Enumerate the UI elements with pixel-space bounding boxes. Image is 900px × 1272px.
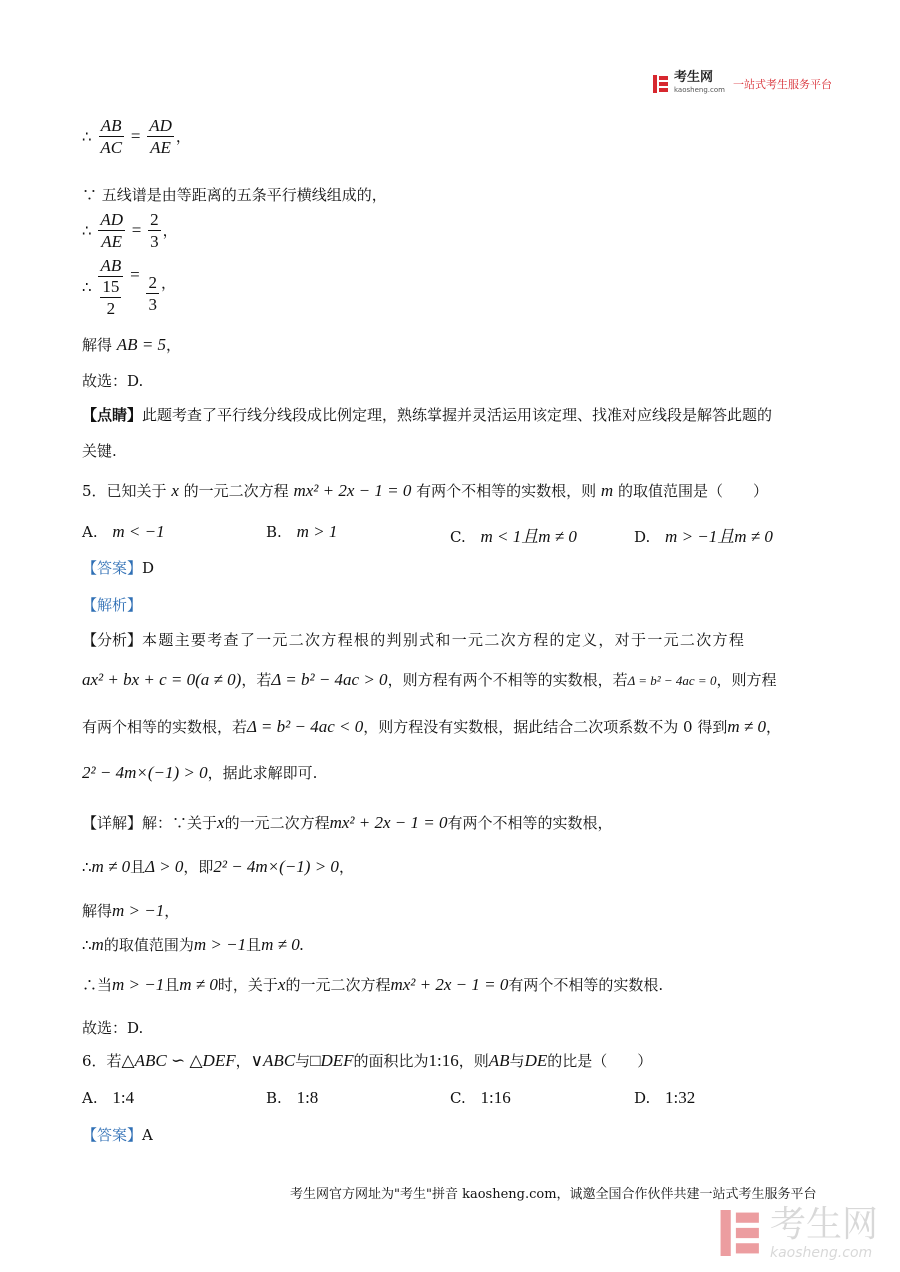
- q5-fenxi-line1: [82, 629, 745, 650]
- q5-fenxi-line4: [82, 762, 317, 783]
- q6-stem: [82, 1050, 652, 1071]
- answer-value: D: [142, 559, 155, 577]
- option-text: 1:16: [480, 1088, 511, 1107]
- equation: mx² + 2x − 1 = 0: [329, 813, 448, 832]
- text: 6．若: [82, 1052, 122, 1070]
- option-label: B.: [266, 1089, 282, 1107]
- option-text: m > −1且m ≠ 0: [665, 527, 773, 546]
- text: 的一元二次方程: [285, 976, 391, 994]
- text: 且: [246, 936, 262, 954]
- q5-stem: [82, 480, 768, 501]
- numerator: AB: [100, 256, 122, 275]
- staff-text: 五线谱是由等距离的五条平行横线组成的，: [101, 186, 387, 204]
- text: ，据此求解即可.: [207, 764, 318, 782]
- text: ，即: [183, 858, 214, 876]
- dianjing-line1: [82, 404, 772, 425]
- option-label: B.: [266, 523, 282, 541]
- option-text: 1:32: [665, 1088, 696, 1107]
- option-label: A.: [82, 1089, 98, 1107]
- numerator: AD: [149, 116, 172, 135]
- option-label: A.: [82, 523, 98, 541]
- numerator: 15: [102, 277, 120, 296]
- dianjing-line2: 关键.: [82, 442, 117, 460]
- q5-choose: 故选：D.: [82, 1019, 144, 1037]
- solution: m > −1: [112, 975, 165, 994]
- var-m: m: [91, 935, 104, 954]
- watermark-logo-icon: [718, 1207, 764, 1259]
- proof-line-ab-15-2: ∴ $\frac{AB}{\frac{15}{2}}$ = $\frac{2}{3}$ ，: [82, 256, 176, 318]
- text: 的面积比为: [353, 1052, 429, 1070]
- q5-fenxi-line3: [82, 716, 781, 737]
- q5-option-b[interactable]: [266, 522, 337, 542]
- proof-line-ratio: ∴ $\frac{AB}{AC}$ = $\frac{AD}{AE}$ ，: [82, 116, 191, 157]
- text: ，则: [458, 1052, 489, 1070]
- q5-xiangjie-line2: [82, 856, 354, 877]
- q6-answer: [82, 1124, 153, 1145]
- answer-label: 【答案】: [82, 1126, 143, 1144]
- general-equation: ax² + bx + c = 0(a ≠ 0): [82, 670, 242, 689]
- text: 解：∵关于: [142, 814, 218, 832]
- q6-option-d[interactable]: [634, 1088, 695, 1108]
- fraction-ab-15-over-2: [98, 256, 123, 320]
- option-text: m < −1: [112, 522, 165, 541]
- text: 且: [164, 976, 180, 994]
- numerator: AB: [100, 116, 122, 135]
- q5-option-d[interactable]: [634, 522, 773, 547]
- text: 的一元二次方程: [224, 814, 330, 832]
- watermark-logo: [718, 1205, 878, 1261]
- q5-answer: [82, 557, 154, 578]
- therefore-symbol: ∴: [82, 127, 92, 146]
- text: ，则方程: [716, 671, 777, 689]
- proof-line-solve: 解得 AB = 5，: [82, 335, 182, 354]
- text: ，则方程没有实数根，据此结合二次项系数不为 0 得到: [363, 718, 728, 736]
- q6-option-a[interactable]: [82, 1088, 134, 1108]
- denominator: AE: [150, 138, 171, 157]
- option-text: 1:8: [296, 1088, 319, 1107]
- q5-fenxi-line2: [82, 669, 776, 690]
- proof-line-ad-ae: ∴ $\frac{AD}{AE}$ = $\frac{2}{3}$ ，: [82, 210, 178, 251]
- area-ratio: 1:16: [428, 1051, 459, 1070]
- option-label: D.: [634, 1089, 651, 1107]
- text: ，则方程有两个不相等的实数根，若: [387, 671, 628, 689]
- therefore-symbol: ∴: [82, 278, 92, 296]
- solution: m > −1: [112, 901, 165, 920]
- m-not-zero: m ≠ 0: [91, 857, 131, 876]
- denominator: AE: [101, 232, 123, 251]
- brand-logo-icon: [652, 74, 670, 94]
- text: 的取值范围为: [103, 936, 194, 954]
- denominator: 3: [150, 232, 159, 251]
- fraction-2-3: [146, 273, 159, 316]
- therefore-symbol: ∴: [82, 221, 92, 240]
- q5-equation: mx² + 2x − 1 = 0: [293, 481, 412, 500]
- solve-equation: AB = 5: [116, 335, 167, 354]
- q6-option-c[interactable]: [450, 1088, 511, 1108]
- denominator-fraction: [98, 277, 123, 320]
- equation: mx² + 2x − 1 = 0: [390, 975, 509, 994]
- text: 时，关于: [217, 976, 278, 994]
- fraction-ad-ae: [147, 116, 174, 159]
- segment-de: DE: [524, 1051, 548, 1070]
- dianjing-label: 【点睛】: [82, 406, 143, 424]
- option-label: C.: [450, 528, 466, 546]
- fenxi-text: 本题主要考查了一元二次方程根的判别式和一元二次方程的定义，对于一元二次方程: [142, 631, 746, 649]
- m-not-zero: m ≠ 0.: [261, 935, 304, 954]
- q5-xiangjie-line4: [82, 934, 304, 955]
- option-text: 1:4: [112, 1088, 135, 1107]
- fenxi-label: 【分析】: [82, 631, 143, 649]
- answer-label: 【答案】: [82, 559, 143, 577]
- m-not-zero: m ≠ 0: [727, 717, 766, 736]
- text: 有两个不相等的实数根.: [508, 976, 664, 994]
- text: ，若: [241, 671, 272, 689]
- q5-stem-post: 有两个不相等的实数根，则: [416, 482, 597, 500]
- xiangjie-label: 【详解】: [82, 814, 143, 832]
- option-text: m < 1且m ≠ 0: [480, 527, 577, 546]
- text: ∴当: [82, 976, 113, 994]
- fraction-2-3: [148, 210, 161, 253]
- discriminant-zero: Δ = b² − 4ac = 0: [627, 673, 717, 688]
- brand-name: 考生网: [674, 70, 714, 85]
- option-label: C.: [450, 1089, 466, 1107]
- q5-stem-end: 的取值范围是（ ）: [617, 482, 768, 500]
- answer-value: A: [142, 1126, 153, 1144]
- discriminant-positive: Δ = b² − 4ac > 0: [271, 670, 388, 689]
- text: ，: [765, 718, 781, 736]
- denominator: 3: [148, 295, 157, 314]
- therefore-symbol: ∴: [82, 936, 92, 954]
- option-label: D.: [634, 528, 651, 546]
- triangle-def: □DEF: [310, 1051, 354, 1070]
- text: ，: [235, 1052, 251, 1070]
- discriminant-negative: Δ = b² − 4ac < 0: [247, 717, 364, 736]
- var-m: m: [600, 481, 614, 500]
- numerator: 2: [148, 273, 157, 292]
- text: 解得: [82, 902, 113, 920]
- segment-ab: AB: [488, 1051, 510, 1070]
- choose-d-1: 故选：D.: [82, 372, 144, 390]
- footer-text: 考生网官方网址为"考生"拼音 kaosheng.com，诚邀全国合作伙伴共建一站式考生服务平台: [290, 1187, 817, 1202]
- q5-xiangjie-line3: [82, 900, 179, 921]
- text: ，: [164, 902, 180, 920]
- numerator: AD: [100, 210, 123, 229]
- q5-stem-mid: 的一元二次方程: [183, 482, 289, 500]
- watermark-domain: kaosheng.com: [770, 1245, 873, 1261]
- inequality: 2² − 4m×(−1) > 0: [82, 763, 208, 782]
- because-symbol: ∵: [82, 186, 98, 204]
- delta-positive: Δ > 0: [145, 857, 184, 876]
- q6-option-b[interactable]: [266, 1088, 318, 1108]
- fraction-ad-ae: [98, 210, 125, 253]
- q5-analysis-label: 【解析】: [82, 596, 143, 614]
- brand-domain: kaosheng.com: [674, 86, 725, 94]
- q5-xiangjie-line1: [82, 812, 613, 833]
- therefore-symbol: ∴: [82, 858, 92, 876]
- solve-label: 解得: [82, 336, 113, 354]
- var-x: x: [171, 481, 179, 500]
- solution: m > −1: [193, 935, 247, 954]
- text: 有两个相等的实数根，若: [82, 718, 248, 736]
- text: 的比是（ ）: [547, 1052, 653, 1070]
- option-text: m > 1: [296, 522, 338, 541]
- dianjing-text: 此题考查了平行线分线段成比例定理，熟练掌握并灵活运用该定理、找准对应线段是解答此题的: [142, 406, 773, 424]
- proof-line-staff: [82, 184, 387, 205]
- triangle-abc: ∨ABC: [250, 1051, 296, 1070]
- text: 与: [509, 1052, 525, 1070]
- q5-option-c[interactable]: [450, 522, 577, 547]
- text: ，: [338, 858, 354, 876]
- inequality: 2² − 4m×(−1) > 0: [213, 857, 339, 876]
- m-not-zero: m ≠ 0: [179, 975, 218, 994]
- header-logo: [652, 72, 832, 96]
- var-x: x: [217, 813, 225, 832]
- text: 且: [130, 858, 146, 876]
- text: 与: [295, 1052, 311, 1070]
- q5-option-a[interactable]: [82, 522, 165, 542]
- brand-slogan: 一站式考生服务平台: [732, 78, 832, 91]
- denominator: 2: [106, 299, 116, 318]
- text: 有两个不相等的实数根，: [447, 814, 613, 832]
- watermark-brand: 考生网: [770, 1204, 879, 1245]
- denominator: AC: [100, 138, 123, 157]
- q5-stem-pre: 5．已知关于: [82, 482, 167, 500]
- similar-triangles: △ABC ∽ △DEF: [121, 1051, 236, 1070]
- fraction-ab-ac: [98, 116, 124, 159]
- var-x: x: [277, 975, 286, 994]
- q5-xiangjie-line5: [82, 974, 663, 995]
- numerator: 2: [150, 210, 159, 229]
